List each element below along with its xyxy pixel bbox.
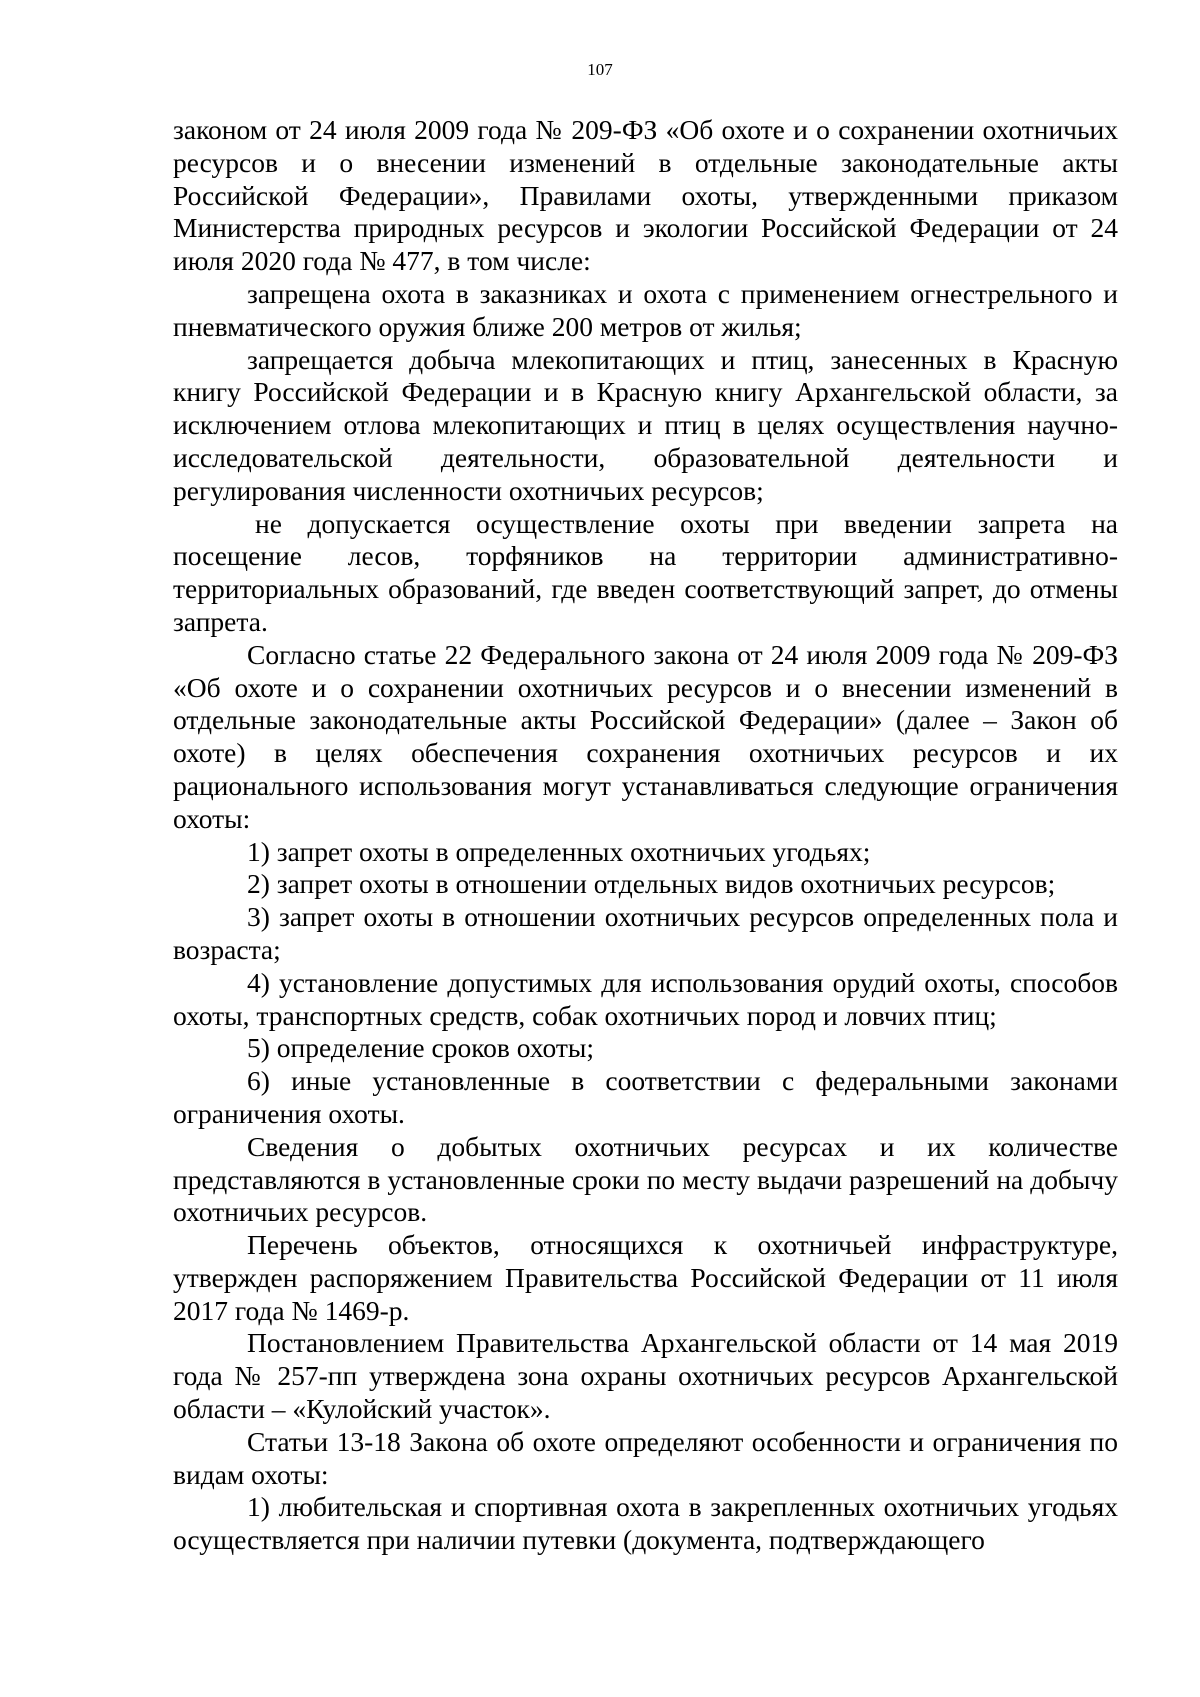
paragraph-article-22: Согласно статье 22 Федерального закона от 24 июля 2009 года № 209-ФЗ «Об охоте и о сохранении охотничьих ресурсов и о внесении изменений в отдельные законодательные акты Российской Федерации» (далее – Закон об охоте) в целях обеспечения сохранения охотничьих ресурсов и их рационального использования могут устанавливаться следующие ограничения охоты: <box>173 638 1118 834</box>
list-item-2: 2) запрет охоты в отношении отдельных видов охотничьих ресурсов; <box>247 868 1056 900</box>
paragraph-forest-ban: не допускается осуществление охоты при введении запрета на посещение лесов, торфяников на территории административно-территориальных образований, где введен соответствующий запрет, до отмены запрета. <box>173 507 1118 637</box>
paragraph-articles-13-18: Статьи 13-18 Закона об охоте определяют особенности и ограничения по видам охоты: <box>173 1425 1118 1490</box>
page-number: 107 <box>587 60 613 79</box>
list-item-6: 6) иные установленные в соответствии с федеральными законами ограничения охоты. <box>173 1065 1118 1129</box>
list-item-5: 5) определение сроков охоты; <box>247 1032 595 1064</box>
paragraph-law-reference: законом от 24 июля 2009 года № 209-ФЗ «Об охоте и о сохранении охотничьих ресурсов и о внесении изменений в отдельные законодательные акты Российской Федерации», Правилами охоты, утвержденными приказом Министерства природных ресурсов и экологии Российской Федерации от 24 июля 2020 года № 477, в том числе: <box>173 114 1118 277</box>
list-item-1: 1) запрет охоты в определенных охотничьих угодьях; <box>247 835 871 867</box>
paragraph-amateur-hunting: 1) любительская и спортивная охота в закрепленных охотничьих угодьях осуществляется при наличии путевки (документа, подтверждающего <box>173 1491 1118 1556</box>
paragraph-reports: Сведения о добытых охотничьих ресурсах и их количестве представляются в установленные сроки по месту выдачи разрешений на добычу охотничьих ресурсов. <box>173 1130 1118 1228</box>
list-item-4: 4) установление допустимых для использования орудий охоты, способов охоты, транспортных средств, собак охотничьих пород и ловчих птиц; <box>173 966 1118 1031</box>
paragraph-infrastructure: Перечень объектов, относящихся к охотничьей инфраструктуре, утвержден распоряжением Правительства Российской Федерации от 11 июля 2017 года № 1469-р. <box>173 1229 1118 1326</box>
list-item-3: 3) запрет охоты в отношении охотничьих ресурсов определенных пола и возраста; <box>173 901 1118 965</box>
document-body <box>173 114 1118 1557</box>
paragraph-kuloy-zone: Постановлением Правительства Архангельской области от 14 мая 2019 года № 257-пп утверждена зона охраны охотничьих ресурсов Архангельской области – «Кулойский участок». <box>173 1327 1118 1425</box>
paragraph-red-book: запрещается добыча млекопитающих и птиц, занесенных в Красную книгу Российской Федерации и в Красную книгу Архангельской области, за исключением отлова млекопитающих и птиц в целях осуществления научно-исследовательской деятельности, образовательной деятельности и регулирования численности охотничьих ресурсов; <box>173 343 1118 506</box>
paragraph-ban-reserves: запрещена охота в заказниках и охота с применением огнестрельного и пневматического оружия ближе 200 метров от жилья; <box>173 277 1118 342</box>
